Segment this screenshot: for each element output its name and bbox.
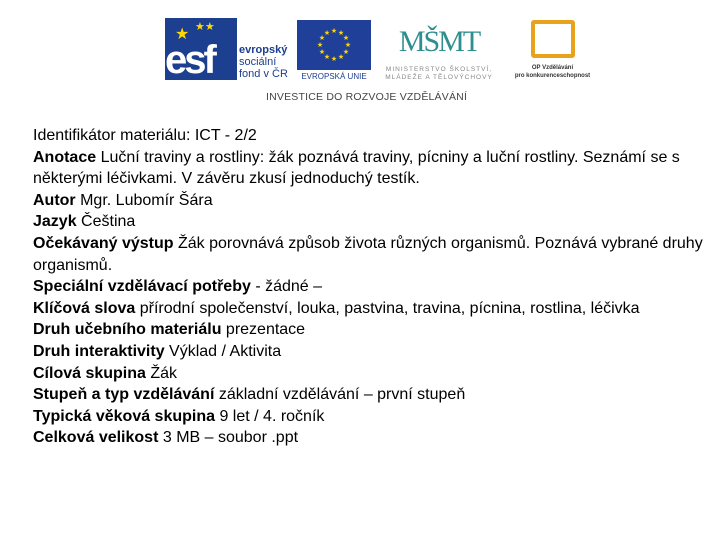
metadata-value: Luční traviny a rostliny: žák poznává traviny, pícniny a luční rostliny. Seznámí se s některými léčivkami. V závěru zkusí jednoduchý testík. bbox=[33, 148, 685, 188]
eu-flag-icon bbox=[297, 20, 371, 70]
svg-text:★: ★ bbox=[342, 49, 350, 56]
metadata-value: základní vzdělávání – první stupeň bbox=[214, 386, 466, 404]
metadata-value: přírodní společenství, louka, pastvina, travina, pícnina, rostlina, léčivka bbox=[135, 299, 640, 317]
msmt-text: MLÁDEŽE A TĚLOVÝCHOVY bbox=[385, 74, 493, 81]
svg-text:★: ★ bbox=[330, 56, 338, 63]
eu-label: EVROPSKÁ UNIE bbox=[301, 72, 367, 81]
metadata-line bbox=[33, 125, 703, 147]
metadata-value: 3 MB – soubor .ppt bbox=[158, 429, 299, 447]
metadata-line bbox=[33, 427, 703, 449]
svg-text:★: ★ bbox=[342, 35, 350, 42]
esf-text: sociální bbox=[239, 56, 277, 68]
metadata-value: 9 let / 4. ročník bbox=[215, 407, 325, 425]
svg-text:★: ★ bbox=[323, 30, 331, 37]
metadata-line bbox=[33, 211, 703, 233]
esf-text: fond v ČR bbox=[239, 68, 288, 80]
metadata-value: Identifikátor materiálu: ICT - 2/2 bbox=[33, 127, 257, 144]
metadata-line bbox=[33, 319, 703, 341]
metadata-value: prezentace bbox=[221, 321, 306, 339]
metadata-label: Speciální vzdělávací potřeby bbox=[33, 278, 251, 296]
esf-letters: esf bbox=[165, 38, 214, 82]
svg-text:★: ★ bbox=[318, 49, 326, 56]
svg-text:★: ★ bbox=[318, 35, 326, 42]
metadata-label: Jazyk bbox=[33, 213, 77, 231]
esf-text: evropský bbox=[239, 44, 288, 56]
metadata-line bbox=[33, 233, 708, 276]
metadata-line bbox=[33, 363, 703, 385]
metadata-value: Výklad / Aktivita bbox=[164, 342, 282, 360]
metadata-label: Typická věková skupina bbox=[33, 407, 216, 425]
metadata-label: Klíčová slova bbox=[33, 299, 136, 317]
op-logo-icon bbox=[531, 20, 575, 58]
metadata-line bbox=[33, 384, 703, 406]
svg-text:★: ★ bbox=[344, 42, 352, 49]
metadata-value: Mgr. Lubomír Šára bbox=[75, 191, 213, 209]
esf-logo-mark bbox=[165, 18, 237, 80]
msmt-text: MINISTERSTVO ŠKOLSTVÍ, bbox=[385, 66, 493, 73]
metadata-label: Druh interaktivity bbox=[33, 342, 165, 360]
metadata-value: - žádné – bbox=[250, 278, 323, 296]
svg-text:★: ★ bbox=[337, 30, 345, 37]
metadata-line bbox=[33, 147, 703, 190]
star-icon: ★ bbox=[175, 26, 190, 43]
metadata-label: Celková velikost bbox=[33, 429, 159, 447]
metadata-value: Žák bbox=[145, 364, 178, 382]
metadata-value: Žák porovnává způsob života různých organismů. Poznává vybrané druhy organismů. bbox=[33, 234, 708, 274]
metadata-value: Čeština bbox=[76, 213, 136, 231]
metadata-label: Očekávaný výstup bbox=[33, 234, 174, 252]
metadata-label: Anotace bbox=[33, 148, 97, 166]
svg-text:★: ★ bbox=[330, 28, 338, 35]
svg-text:★: ★ bbox=[337, 54, 345, 61]
metadata-line bbox=[33, 298, 703, 320]
star-icon: ★★ bbox=[195, 21, 215, 33]
metadata-label: Autor bbox=[33, 191, 76, 209]
banner-text: INVESTICE DO ROZVOJE VZDĚLÁVÁNÍ bbox=[266, 91, 468, 103]
op-text: pro konkurenceschopnost bbox=[514, 73, 591, 79]
metadata-text bbox=[33, 125, 708, 449]
metadata-line bbox=[33, 190, 703, 212]
metadata-line bbox=[33, 276, 703, 298]
msmt-logo bbox=[378, 18, 500, 84]
metadata-label: Cílová skupina bbox=[33, 364, 146, 382]
esf-logo bbox=[165, 18, 290, 82]
op-logo bbox=[510, 20, 595, 84]
metadata-line bbox=[33, 341, 703, 363]
metadata-line bbox=[33, 406, 703, 428]
svg-text:★: ★ bbox=[323, 54, 331, 61]
op-text: OP Vzdělávání bbox=[531, 65, 574, 71]
metadata-label: Druh učebního materiálu bbox=[33, 321, 222, 339]
svg-text:★: ★ bbox=[316, 42, 324, 49]
msmt-mark: MŠMT bbox=[398, 25, 480, 58]
eu-stars-icon bbox=[297, 20, 371, 70]
metadata-label: Stupeň a typ vzdělávání bbox=[33, 386, 215, 404]
